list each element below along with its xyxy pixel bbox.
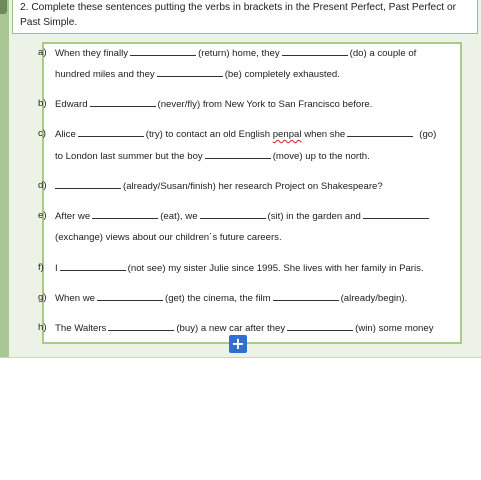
answer-blank[interactable] [363,210,429,219]
item-label: b) [38,98,47,109]
left-decoration-strip [0,0,9,358]
answer-blank[interactable] [200,210,266,219]
answer-blank[interactable] [282,47,348,56]
plus-icon: + [231,334,245,353]
add-content-button[interactable] [229,335,247,353]
item-label: d) [38,180,47,191]
item-label: g) [38,292,47,303]
page-corner-icon [0,0,7,14]
divider [0,357,481,358]
answer-blank[interactable] [60,262,126,271]
answer-blank[interactable] [78,128,144,137]
answer-blank[interactable] [92,210,158,219]
item-label: c) [38,128,46,139]
spellcheck-word: penpal [272,129,302,140]
item-label: h) [38,322,47,333]
worksheet-canvas: 2. Complete these sentences putting the verbs in brackets in the Present Perfect, Past Perfect or Past Simple. a) When they finally (return) home, they (do) a couple of hundred miles and they (be) completely exhausted. b) Edward (never/fly) from New York to San Francisco before. c) Alice (try) to contact an old English penpal when she (go) to London last summer but the boy (move) up to the north. d) (already/Susan/finish) her research Project on Shakespeare? e) After we (eat), we (sit) in the garden and (exchange) views about our children´s future careers. f) I (not see) my sister Julie since 1995. She lives with her family in Paris. g) When we (get) the cinema, the film (already/begin). h) The Walters (buy) a new car after they (win) some money + [0,0,481,358]
item-label: e) [38,210,47,221]
answer-blank[interactable] [55,180,121,189]
answer-blank[interactable] [108,322,174,331]
item-label: a) [38,47,47,58]
answer-blank[interactable] [347,128,413,137]
answer-blank[interactable] [287,322,353,331]
answer-blank[interactable] [97,292,163,301]
answer-blank[interactable] [130,47,196,56]
answer-blank[interactable] [205,150,271,159]
instruction-text: 2. Complete these sentences putting the verbs in brackets in the Present Perfect, Past Perfect or Past Simple. [20,2,457,28]
answer-blank[interactable] [273,292,339,301]
answer-blank[interactable] [157,68,223,77]
item-label: f) [38,262,44,273]
answer-blank[interactable] [90,98,156,107]
